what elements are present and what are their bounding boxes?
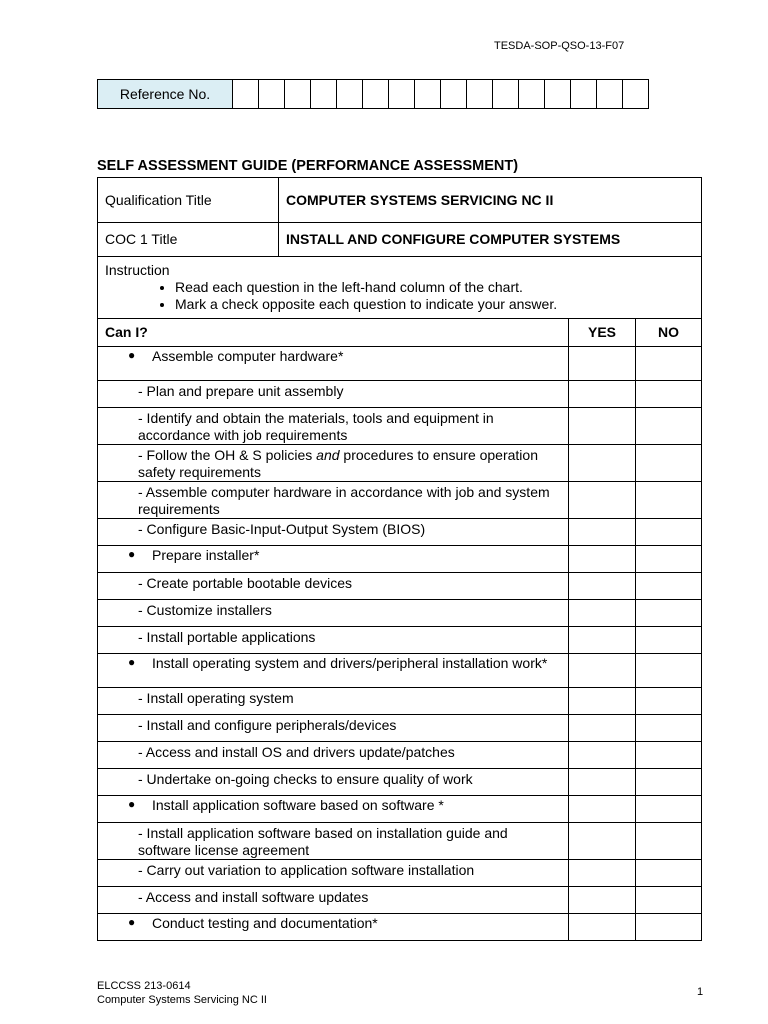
coc-row xyxy=(98,223,702,257)
document-code: TESDA-SOP-QSO-13-F07 xyxy=(494,40,625,52)
subtask-row xyxy=(98,688,702,715)
column-header-no: NO xyxy=(636,319,702,347)
answer-yes-checkbox[interactable] xyxy=(569,546,636,573)
qualification-label: Qualification Title xyxy=(98,178,279,223)
qualification-value: COMPUTER SYSTEMS SERVICING NC II xyxy=(279,178,702,223)
answer-yes-checkbox[interactable] xyxy=(569,519,636,546)
subtask-row xyxy=(98,742,702,769)
subtask-question xyxy=(98,688,569,715)
question-text: - Plan and prepare unit assembly xyxy=(138,383,344,399)
answer-no-checkbox[interactable] xyxy=(636,573,702,600)
question-text: - Install operating system xyxy=(138,690,294,706)
question-text: Install operating system and drivers/peripheral installation work* xyxy=(152,655,548,671)
subtask-question xyxy=(98,823,569,860)
reference-digit-box[interactable] xyxy=(311,80,337,109)
task-question xyxy=(98,796,569,823)
subtask-row xyxy=(98,408,702,445)
reference-digit-box[interactable] xyxy=(597,80,623,109)
instruction-item: • Mark a check opposite each question to indicate your answer. xyxy=(175,296,701,313)
answer-no-checkbox[interactable] xyxy=(636,654,702,688)
reference-digit-box[interactable] xyxy=(623,80,649,109)
bullet-icon: ● xyxy=(128,797,136,811)
coc-label: COC 1 Title xyxy=(98,223,279,257)
reference-digit-box[interactable] xyxy=(389,80,415,109)
question-text: - Undertake on-going checks to ensure quality of work xyxy=(138,771,473,787)
answer-no-checkbox[interactable] xyxy=(636,796,702,823)
bullet-icon: ● xyxy=(128,655,136,669)
answer-no-checkbox[interactable] xyxy=(636,688,702,715)
subtask-question xyxy=(98,742,569,769)
answer-yes-checkbox[interactable] xyxy=(569,715,636,742)
answer-no-checkbox[interactable] xyxy=(636,860,702,887)
coc-value: INSTALL AND CONFIGURE COMPUTER SYSTEMS xyxy=(279,223,702,257)
task-row xyxy=(98,347,702,381)
qualification-row xyxy=(98,178,702,223)
answer-yes-checkbox[interactable] xyxy=(569,769,636,796)
answer-no-checkbox[interactable] xyxy=(636,546,702,573)
task-row xyxy=(98,796,702,823)
reference-number-table xyxy=(97,79,649,109)
question-text: - Carry out variation to application software installation xyxy=(138,862,475,878)
page-number: 1 xyxy=(697,986,704,998)
instruction-cell xyxy=(98,257,702,319)
subtask-row xyxy=(98,627,702,654)
subtask-row xyxy=(98,887,702,914)
question-text: - Access and install software updates xyxy=(138,889,369,905)
reference-digit-box[interactable] xyxy=(337,80,363,109)
subtask-row xyxy=(98,381,702,408)
subtask-row xyxy=(98,823,702,860)
reference-digit-box[interactable] xyxy=(519,80,545,109)
subtask-row xyxy=(98,482,702,519)
answer-no-checkbox[interactable] xyxy=(636,381,702,408)
answer-yes-checkbox[interactable] xyxy=(569,573,636,600)
subtask-question xyxy=(98,482,569,519)
question-text: - Identify and obtain the materials, tools and equipment in accordance with job requirements xyxy=(138,410,494,443)
column-header-row xyxy=(98,319,702,347)
reference-digit-box[interactable] xyxy=(571,80,597,109)
answer-yes-checkbox[interactable] xyxy=(569,482,636,519)
subtask-question xyxy=(98,627,569,654)
bullet-icon: ● xyxy=(128,915,136,929)
question-text: Assemble computer hardware* xyxy=(152,348,344,364)
answer-yes-checkbox[interactable] xyxy=(569,600,636,627)
answer-yes-checkbox[interactable] xyxy=(569,742,636,769)
reference-digit-box[interactable] xyxy=(493,80,519,109)
answer-yes-checkbox[interactable] xyxy=(569,654,636,688)
answer-no-checkbox[interactable] xyxy=(636,742,702,769)
answer-no-checkbox[interactable] xyxy=(636,823,702,860)
question-text: Install application software based on software * xyxy=(152,797,444,813)
reference-digit-box[interactable] xyxy=(415,80,441,109)
subtask-question xyxy=(98,715,569,742)
instruction-list xyxy=(105,279,701,313)
question-text: - Configure Basic-Input-Output System (BIOS) xyxy=(138,521,426,537)
answer-yes-checkbox[interactable] xyxy=(569,347,636,381)
answer-no-checkbox[interactable] xyxy=(636,445,702,482)
answer-no-checkbox[interactable] xyxy=(636,408,702,445)
bullet-icon: ● xyxy=(128,547,136,561)
task-row xyxy=(98,914,702,941)
answer-no-checkbox[interactable] xyxy=(636,914,702,941)
answer-yes-checkbox[interactable] xyxy=(569,887,636,914)
subtask-question xyxy=(98,519,569,546)
reference-digit-box[interactable] xyxy=(233,80,259,109)
reference-number-label: Reference No. xyxy=(98,80,233,109)
task-question xyxy=(98,347,569,381)
subtask-row xyxy=(98,769,702,796)
question-text: Conduct testing and documentation* xyxy=(152,915,378,931)
question-text: Prepare installer* xyxy=(152,547,260,563)
guide-title: SELF ASSESSMENT GUIDE (PERFORMANCE ASSESSMENT) xyxy=(97,158,519,174)
question-text: - Customize installers xyxy=(138,602,272,618)
answer-no-checkbox[interactable] xyxy=(636,600,702,627)
subtask-question xyxy=(98,769,569,796)
answer-yes-checkbox[interactable] xyxy=(569,445,636,482)
answer-no-checkbox[interactable] xyxy=(636,715,702,742)
footer-code: ELCCSS 213-0614 xyxy=(97,980,191,992)
reference-digit-box[interactable] xyxy=(467,80,493,109)
reference-digit-box[interactable] xyxy=(285,80,311,109)
answer-yes-checkbox[interactable] xyxy=(569,823,636,860)
subtask-row xyxy=(98,445,702,482)
answer-no-checkbox[interactable] xyxy=(636,769,702,796)
answer-no-checkbox[interactable] xyxy=(636,519,702,546)
instruction-row xyxy=(98,257,702,319)
subtask-row xyxy=(98,600,702,627)
bullet-icon: ● xyxy=(128,348,136,362)
subtask-question xyxy=(98,600,569,627)
answer-no-checkbox[interactable] xyxy=(636,482,702,519)
answer-yes-checkbox[interactable] xyxy=(569,796,636,823)
task-row xyxy=(98,546,702,573)
instruction-item: • Read each question in the left-hand column of the chart. xyxy=(175,279,701,296)
footer-title: Computer Systems Servicing NC II xyxy=(97,994,267,1006)
reference-digit-box[interactable] xyxy=(441,80,467,109)
answer-no-checkbox[interactable] xyxy=(636,627,702,654)
task-question xyxy=(98,654,569,688)
answer-yes-checkbox[interactable] xyxy=(569,914,636,941)
column-header-yes: YES xyxy=(569,319,636,347)
answer-yes-checkbox[interactable] xyxy=(569,408,636,445)
answer-yes-checkbox[interactable] xyxy=(569,381,636,408)
subtask-row xyxy=(98,860,702,887)
self-assessment-table xyxy=(97,177,702,941)
reference-number-row xyxy=(98,80,649,109)
question-text: - Assemble computer hardware in accordance with job and system requirements xyxy=(138,484,550,517)
instruction-label: Instruction xyxy=(105,262,170,278)
answer-yes-checkbox[interactable] xyxy=(569,860,636,887)
reference-digit-box[interactable] xyxy=(545,80,571,109)
subtask-question xyxy=(98,887,569,914)
column-header-question: Can I? xyxy=(98,319,569,347)
answer-yes-checkbox[interactable] xyxy=(569,688,636,715)
reference-digit-box[interactable] xyxy=(259,80,285,109)
reference-digit-box[interactable] xyxy=(363,80,389,109)
answer-yes-checkbox[interactable] xyxy=(569,627,636,654)
subtask-row xyxy=(98,573,702,600)
question-text: - Install and configure peripherals/devices xyxy=(138,717,397,733)
answer-no-checkbox[interactable] xyxy=(636,887,702,914)
question-text: - Install portable applications xyxy=(138,629,316,645)
question-text: - Access and install OS and drivers update/patches xyxy=(138,744,455,760)
task-row xyxy=(98,654,702,688)
subtask-row xyxy=(98,519,702,546)
subtask-question xyxy=(98,860,569,887)
subtask-question xyxy=(98,445,569,482)
subtask-row xyxy=(98,715,702,742)
subtask-question xyxy=(98,408,569,445)
task-question xyxy=(98,914,569,941)
question-text: - Install application software based on installation guide and software license agreement xyxy=(138,825,508,858)
question-text: - Create portable bootable devices xyxy=(138,575,353,591)
answer-no-checkbox[interactable] xyxy=(636,347,702,381)
task-question xyxy=(98,546,569,573)
question-text: - Follow the OH & S policies and procedures to ensure operation safety requirements xyxy=(138,447,538,480)
subtask-question xyxy=(98,573,569,600)
subtask-question xyxy=(98,381,569,408)
